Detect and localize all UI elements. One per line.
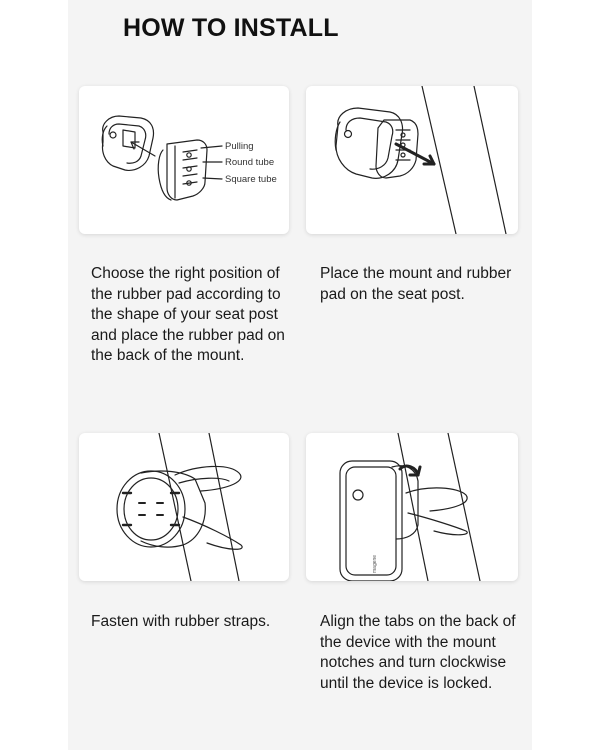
step-4-illustration bbox=[306, 433, 518, 581]
step-2-illustration bbox=[306, 86, 518, 234]
mount-and-pad-drawing bbox=[79, 86, 289, 234]
step-3-illustration bbox=[79, 433, 289, 581]
callout-pulling: Pulling bbox=[225, 141, 254, 152]
strapped-mount-drawing bbox=[79, 433, 289, 581]
step-1-text: Choose the right position of the rubber pad according to the shape of your seat post and place the rubber pad on the back of the mount. bbox=[91, 265, 285, 364]
step-2-text: Place the mount and rubber pad on the seat post. bbox=[320, 265, 512, 303]
device-locking-drawing bbox=[306, 433, 518, 581]
callout-round-tube: Round tube bbox=[225, 157, 275, 168]
device-brand-label: magene bbox=[372, 554, 378, 573]
callout-square-tube: Square tube bbox=[225, 174, 277, 185]
step-1-illustration bbox=[79, 86, 289, 234]
mount-on-seatpost-drawing bbox=[306, 86, 518, 234]
step-4-text: Align the tabs on the back of the device with the mount notches and turn clockwise until the device is locked. bbox=[320, 613, 516, 692]
step-3-text: Fasten with rubber straps. bbox=[91, 613, 271, 630]
page-title: HOW TO INSTALL bbox=[123, 14, 339, 42]
